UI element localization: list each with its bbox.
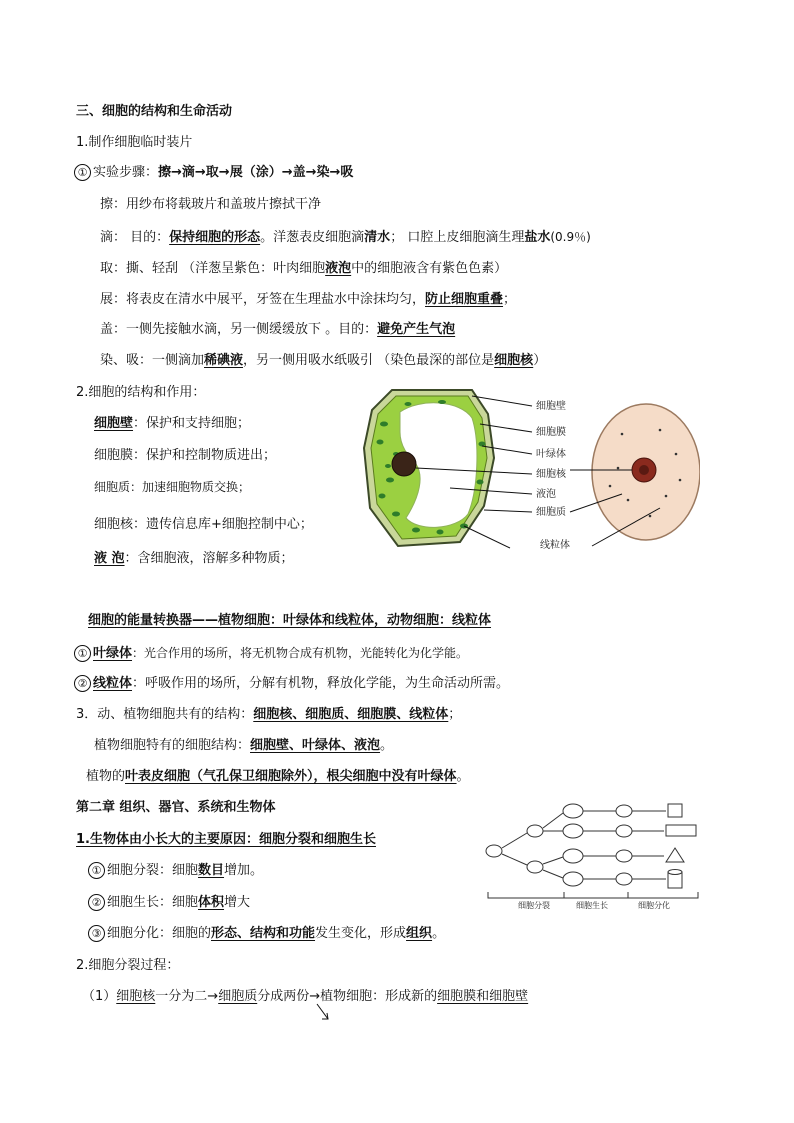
cell-circle: [563, 849, 583, 863]
key-term: 清水: [364, 230, 391, 245]
key-term: 细胞核、细胞质、细胞膜、线粒体: [253, 707, 449, 722]
circled-number: ②: [74, 675, 91, 692]
structure-cytoplasm: 细胞质：加速细胞物质交换；: [94, 480, 251, 494]
circled-number: ①: [88, 862, 105, 879]
steps-line: [74, 164, 353, 182]
growth-title: 1.生物体由小长大的主要原因：细胞分裂和细胞生长: [76, 832, 376, 847]
key-term: 细胞壁: [94, 416, 134, 431]
purpose-text: 防止细胞重叠: [425, 292, 504, 307]
key-term: 稀碘液: [204, 353, 244, 368]
differentiation-line: ③ 细胞分化：细胞的形态、结构和功能发生变化，形成组织。: [88, 925, 445, 943]
diagram-label: 细胞质: [536, 507, 566, 518]
cell-circle: [563, 804, 583, 818]
no-chloroplast-line: 植物的叶表皮细胞（气孔保卫细胞除外），根尖细胞中没有叶绿体。: [86, 769, 470, 784]
division-process-line: （1）细胞核一分为二→细胞质分成两份→植物细胞：形成新的细胞膜和细胞壁: [82, 989, 529, 1004]
cell-circle: [527, 861, 543, 873]
plant-nucleus: [392, 452, 416, 476]
circled-number: ②: [88, 894, 105, 911]
structure-wall: [94, 415, 250, 433]
mitochondria-line: [74, 675, 509, 693]
subsection-title: 1.制作细胞临时装片: [76, 135, 193, 150]
cell-circle: [486, 845, 502, 857]
function-desc: ：呼吸作用的场所，分解有机物，释放化学能，为生命活动所需。: [132, 676, 510, 691]
diagram-label: 细胞膜: [536, 427, 566, 438]
step-qu: [100, 260, 507, 278]
nucleolus: [639, 465, 649, 475]
structure-desc: ：保护和支持细胞；: [133, 416, 251, 431]
key-term: 液 泡: [94, 551, 125, 566]
subsection-title: 2.细胞的结构和作用：: [76, 385, 206, 400]
step-text: ，另一侧用吸水纸吸引 （染色最深的部位是: [243, 353, 495, 368]
structure-vacuole: [94, 550, 294, 568]
cell-circle: [616, 805, 632, 817]
key-term: 细胞壁、叶绿体、液泡: [250, 738, 381, 753]
step-gai: [100, 321, 455, 339]
growth-line: ② 细胞生长：细胞体积增大: [88, 894, 250, 912]
key-term: 数目: [198, 863, 225, 878]
chloroplast-line: [74, 644, 468, 663]
process-arrows: [488, 811, 698, 898]
step-label: 擦：: [100, 197, 127, 212]
line-prefix: 3．动、植物细胞共有的结构：: [76, 707, 254, 722]
steps-label: 实验步骤：: [93, 165, 159, 180]
step-ran: 染、吸：一侧滴加稀碘液，另一侧用吸水纸吸引 （染色最深的部位是细胞核）: [100, 353, 547, 368]
step-text: 用纱布将载玻片和盖玻片擦拭干净: [126, 197, 322, 212]
common-structures: 3．动、植物细胞共有的结构：细胞核、细胞质、细胞膜、线粒体；: [76, 707, 462, 722]
cell-process-diagram: [478, 800, 702, 914]
purpose-text: 保持细胞的形态: [169, 230, 261, 245]
key-term: 细胞核: [494, 353, 534, 368]
diagram-caption: 细胞生长: [576, 901, 608, 910]
percentage: (0.9％): [550, 230, 591, 244]
square-shape: [668, 804, 682, 817]
diagram-label: 叶绿体: [536, 449, 566, 460]
cell-circle: [616, 850, 632, 862]
diagram-label: 细胞核: [536, 469, 566, 480]
step-ca: [100, 196, 321, 214]
triangle-shape: [666, 848, 684, 862]
circled-number: ①: [74, 164, 91, 181]
cell-circle: [563, 824, 583, 838]
key-term: 盐水: [524, 230, 551, 245]
line-prefix: 植物的: [86, 769, 126, 784]
function-desc: ：光合作用的场所，将无机物合成有机物，光能转化为化学能。: [132, 646, 469, 660]
circled-number: ①: [74, 645, 91, 662]
line-prefix: 植物细胞特有的细胞结构：: [94, 738, 251, 753]
rectangle-shape: [666, 825, 696, 836]
structure-nucleus: 细胞核：遗传信息库+细胞控制中心；: [94, 517, 313, 532]
step-text: 中的细胞液含有紫色色素）: [351, 261, 508, 276]
step-text: 取：撕、轻刮 （洋葱呈紫色：叶肉细胞: [100, 261, 326, 276]
diagram-label: 液泡: [536, 489, 556, 500]
diagram-caption: 细胞分裂: [518, 901, 550, 910]
plant-unique-structures: 植物细胞特有的细胞结构：细胞壁、叶绿体、液泡。: [94, 738, 394, 753]
step-text: 。洋葱表皮细胞滴: [260, 230, 365, 245]
key-term: 叶绿体: [93, 646, 133, 661]
key-term: 组织: [406, 926, 433, 941]
step-text: 展：将表皮在清水中展平，牙签在生理盐水中涂抹均匀，: [100, 292, 426, 307]
branch-arrow-icon: [314, 1002, 338, 1024]
diagram-label: 线粒体: [540, 540, 570, 551]
step-text: 染、吸：一侧滴加: [100, 353, 205, 368]
cell-circle: [563, 872, 583, 886]
step-di: [100, 228, 591, 247]
purpose-text: 避免产生气泡: [377, 322, 456, 337]
key-term: 体积: [198, 895, 225, 910]
subsection-title: 2.细胞分裂过程：: [76, 958, 180, 973]
key-term: 细胞质: [218, 989, 258, 1004]
cell-circle: [527, 825, 543, 837]
key-term: 叶表皮细胞（气孔保卫细胞除外），根尖细胞中没有叶绿体: [125, 769, 457, 784]
cell-diagram: [360, 384, 700, 556]
step-text: 盖：一侧先接触水滴，另一侧缓缓放下 。目的：: [100, 322, 378, 337]
diagram-label: 细胞壁: [536, 401, 566, 412]
cell-circle: [616, 825, 632, 837]
step-text: ； 口腔上皮细胞滴生理: [390, 230, 525, 245]
step-label: 滴： 目的：: [100, 230, 170, 245]
energy-converter-line: 细胞的能量转换器——植物细胞：叶绿体和线粒体，动物细胞：线粒体: [88, 613, 492, 628]
chapter-heading: 第二章 组织、器官、系统和生物体: [76, 800, 276, 815]
section-heading: 三、细胞的结构和生命活动: [76, 104, 233, 119]
key-term: 细胞核: [116, 989, 156, 1004]
key-term: 线粒体: [93, 676, 133, 691]
step-zhan: 展：将表皮在清水中展平，牙签在生理盐水中涂抹均匀，防止细胞重叠；: [100, 292, 517, 307]
key-term: 细胞膜和细胞壁: [437, 989, 529, 1004]
diagram-caption: 细胞分化: [638, 901, 670, 910]
structure-desc: ：含细胞液，溶解多种物质；: [124, 551, 294, 566]
cylinder-top: [668, 870, 682, 875]
structure-membrane: 细胞膜：保护和控制物质进出；: [94, 448, 277, 463]
key-term: 液泡: [325, 261, 352, 276]
circled-number: ③: [88, 925, 105, 942]
division-line: ① 细胞分裂：细胞数目增加。: [88, 862, 263, 880]
steps-sequence: 擦→滴→取→展（涂）→盖→染→吸: [158, 165, 354, 180]
key-term: 形态、结构和功能: [211, 926, 316, 941]
cell-circle: [616, 873, 632, 885]
